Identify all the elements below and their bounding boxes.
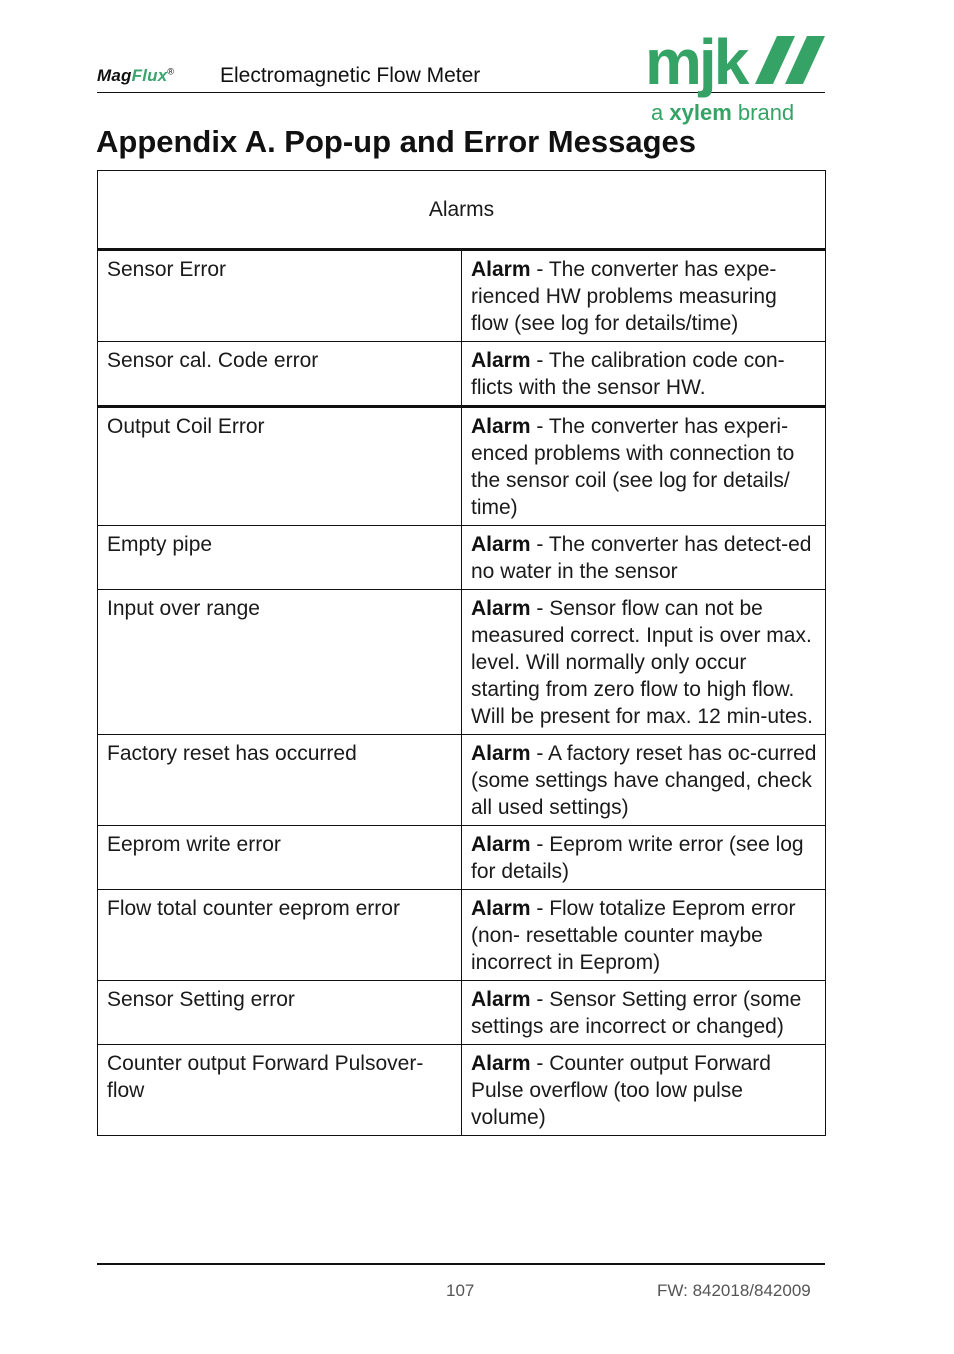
logo-tag-suffix: brand bbox=[737, 100, 795, 125]
alarm-name: Output Coil Error bbox=[98, 407, 462, 526]
alarm-lead: Alarm bbox=[471, 533, 531, 556]
table-header-row bbox=[98, 171, 826, 250]
alarm-lead: Alarm bbox=[471, 742, 531, 765]
brand-flux: Flux bbox=[131, 66, 168, 85]
table-row bbox=[98, 526, 826, 590]
alarm-text: - The calibration code con-flicts with the sensor HW. bbox=[471, 349, 785, 399]
alarm-name: Input over range bbox=[98, 590, 462, 735]
alarm-lead: Alarm bbox=[471, 833, 531, 856]
alarm-description bbox=[462, 826, 826, 890]
table-row bbox=[98, 590, 826, 735]
header-title: Electromagnetic Flow Meter bbox=[220, 64, 481, 87]
table-row bbox=[98, 826, 826, 890]
table-row bbox=[98, 1045, 826, 1136]
alarm-lead: Alarm bbox=[471, 988, 531, 1011]
alarm-name: Flow total counter eeprom error bbox=[98, 890, 462, 981]
brand-mag: Mag bbox=[97, 66, 132, 85]
alarm-text: - Counter output Forward Pulse overflow (too low pulse volume) bbox=[471, 1052, 771, 1129]
alarm-text: - Eeprom write error (see log for details) bbox=[471, 833, 804, 883]
alarm-name: Eeprom write error bbox=[98, 826, 462, 890]
table-row bbox=[98, 735, 826, 826]
logo-tagline bbox=[651, 100, 794, 126]
alarm-description bbox=[462, 735, 826, 826]
alarm-lead: Alarm bbox=[471, 1052, 531, 1075]
table-row bbox=[98, 342, 826, 407]
alarm-lead: Alarm bbox=[471, 349, 531, 372]
alarm-description bbox=[462, 526, 826, 590]
alarm-text: - Sensor flow can not be measured correct. Input is over max. level. Will normally only occur starting from zero flow to high flow. Will be present for max. 12 min-utes. bbox=[471, 597, 813, 728]
alarm-text: - The converter has experi-enced problems with connection to the sensor coil (see log for details/ time) bbox=[471, 415, 795, 519]
registered-mark: ® bbox=[167, 66, 175, 77]
firmware-version: FW: 842018/842009 bbox=[657, 1281, 811, 1300]
alarm-name: Factory reset has occurred bbox=[98, 735, 462, 826]
table-row bbox=[98, 250, 826, 342]
alarm-name: Sensor Setting error bbox=[98, 981, 462, 1045]
alarm-description bbox=[462, 407, 826, 526]
alarm-name: Sensor Error bbox=[98, 250, 462, 342]
logo-wordmark: mjk bbox=[645, 32, 747, 98]
alarm-lead: Alarm bbox=[471, 597, 531, 620]
alarm-lead: Alarm bbox=[471, 258, 531, 281]
alarm-text: - A factory reset has oc-curred (some settings have changed, check all used settings) bbox=[471, 742, 817, 819]
alarm-lead: Alarm bbox=[471, 897, 531, 920]
table-row bbox=[98, 981, 826, 1045]
product-brand bbox=[97, 66, 174, 86]
alarm-text: - Flow totalize Eeprom error (non- resettable counter maybe incorrect in Eeprom) bbox=[471, 897, 796, 974]
alarm-name: Empty pipe bbox=[98, 526, 462, 590]
alarm-lead: Alarm bbox=[471, 415, 531, 438]
page-title: Appendix A. Pop-up and Error Messages bbox=[96, 124, 697, 159]
logo-tag-brand: xylem bbox=[669, 100, 732, 125]
alarm-description bbox=[462, 250, 826, 342]
alarm-description bbox=[462, 981, 826, 1045]
footer-rule bbox=[97, 1263, 825, 1265]
alarm-description bbox=[462, 590, 826, 735]
table-row bbox=[98, 407, 826, 526]
alarm-name: Sensor cal. Code error bbox=[98, 342, 462, 407]
alarm-text: - Sensor Setting error (some settings are incorrect or changed) bbox=[471, 988, 802, 1038]
alarm-text: - The converter has expe-rienced HW problems measuring flow (see log for details/time) bbox=[471, 258, 777, 335]
table-row bbox=[98, 890, 826, 981]
alarm-text: - The converter has detect-ed no water in the sensor bbox=[471, 533, 812, 583]
alarms-table bbox=[97, 170, 826, 1136]
alarm-name: Counter output Forward Pulsover-flow bbox=[98, 1045, 462, 1136]
table-header: Alarms bbox=[98, 171, 826, 250]
alarm-description bbox=[462, 342, 826, 407]
page-number: 107 bbox=[446, 1281, 475, 1300]
logo-tag-prefix: a bbox=[651, 100, 664, 125]
alarm-description bbox=[462, 890, 826, 981]
alarm-description bbox=[462, 1045, 826, 1136]
